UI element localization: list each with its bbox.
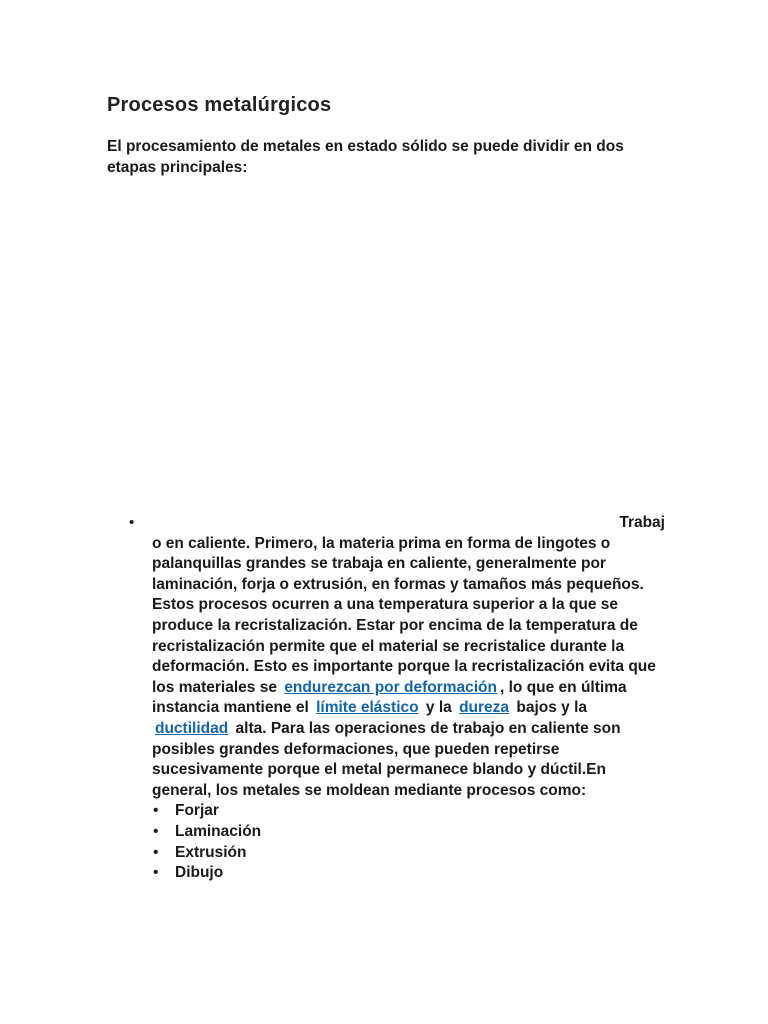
processes-list <box>152 801 667 883</box>
intro-paragraph: El procesamiento de metales en estado sólido se puede dividir en dos etapas principales: <box>107 138 624 176</box>
blank-space <box>107 178 667 513</box>
bullet-icon: • <box>129 514 135 531</box>
link-yield-strength[interactable]: límite elástico <box>316 699 419 717</box>
bullet-icon: • <box>153 802 159 820</box>
paragraph-text: alta. Para las operaciones de trabajo en caliente son posibles grandes deformaciones, que pueden repetirse sucesivamente porque el metal permanece blando y dúctil.En general, los metales se moldean mediante procesos como: <box>152 719 621 799</box>
bullet-icon: • <box>153 864 159 882</box>
bullet-icon: • <box>153 822 159 840</box>
process-label: Forjar <box>175 802 219 820</box>
stages-list <box>107 513 667 884</box>
process-label: Extrusión <box>175 843 247 861</box>
hot-working-paragraph <box>152 534 665 802</box>
link-strain-hardening[interactable]: endurezcan por deformación <box>284 678 497 696</box>
paragraph-text: y la <box>425 699 452 717</box>
bullet-icon: • <box>153 843 159 861</box>
paragraph-text: , lo que en última instancia mantiene el <box>152 678 627 717</box>
page-title: Procesos metalúrgicos <box>107 94 332 116</box>
list-item <box>152 801 667 822</box>
process-label: Laminación <box>175 822 262 840</box>
list-item <box>152 843 667 864</box>
list-item <box>152 822 667 843</box>
paragraph-text: o en caliente. Primero, la materia prima en forma de lingotes o palanquillas grandes se trabaja en caliente, generalmente por laminación, forja o extrusión, en formas y tamaños más pequeños. Estos procesos ocurren a una temperatura superior a la que se produce la recristalización. Estar por encima de la temperatura de recristalización permite que el material se recristalice durante la deformación. Esto es importante porque la recristalización evita que los materiales se <box>152 534 656 696</box>
paragraph-text: bajos y la <box>516 699 588 717</box>
process-label: Dibujo <box>175 864 224 882</box>
list-item <box>152 863 667 884</box>
link-ductility[interactable]: ductilidad <box>155 719 229 737</box>
list-item-hot-working <box>107 513 667 884</box>
lead-word: Trabaj <box>619 514 665 531</box>
link-hardness[interactable]: dureza <box>459 699 510 717</box>
document-page <box>107 92 667 884</box>
